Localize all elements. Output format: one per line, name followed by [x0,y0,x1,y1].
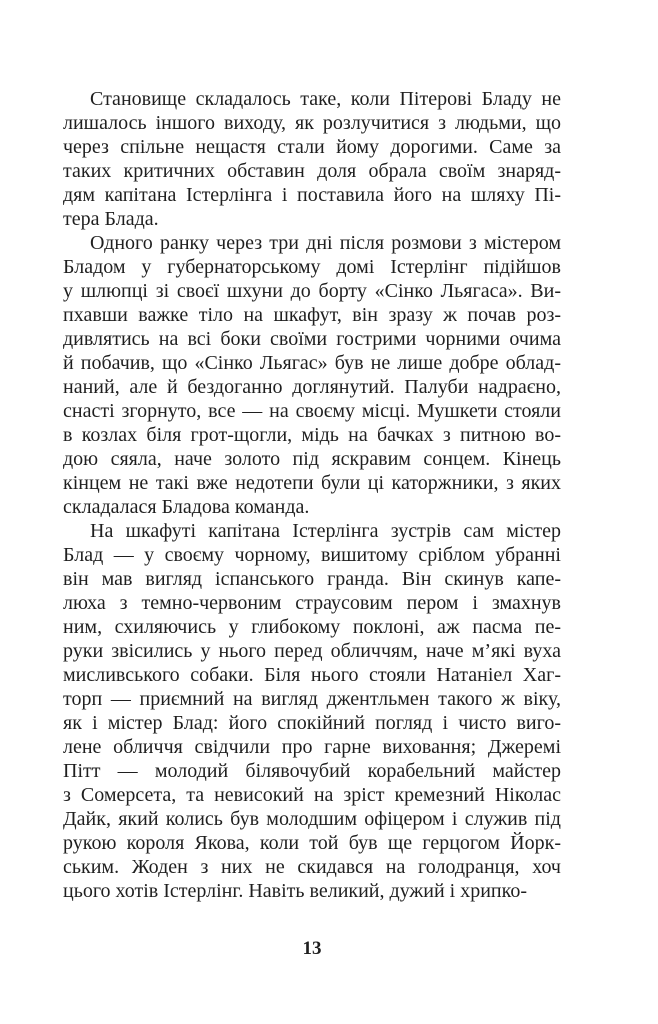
text-line: Дайк, який колись був молодшим офіцером і служив під [63,808,561,830]
text-line: снасті згорнуто, все — на своєму місці. Мушкети стояли [63,400,561,422]
text-line: ним, схиляючись у глибокому поклоні, аж пасма пе- [63,616,561,638]
text-line: у шлюпці зі своєї шхуни до борту «Сінко Льягаса». Ви- [63,280,561,302]
text-line: Одного ранку через три дні після розмови з містером [90,232,561,254]
paragraph [63,231,561,519]
text-line: пхавши важке тіло на шкафут, він зразу ж почав роз- [63,304,561,326]
text-line: Блад — у своєму чорному, вишитому сріблом убранні [63,544,561,566]
text-line: кінцем не такі вже недотепи були ці каторжники, з яких [63,472,561,494]
text-line: дям капітана Істерлінга і поставила його на шляху Пі- [63,184,561,206]
text-line: дивлятись на всі боки своїми гострими чорними очима [63,328,561,350]
text-line: в козлах біля грот-щогли, мідь на бачках з питною во- [63,424,561,446]
text-line: мисливського собаки. Біля нього стояли Натаніел Хаг- [63,664,561,686]
text-line: Становище складалось таке, коли Пітерові Бладу не [90,88,561,110]
text-line: Бладом у губернаторському домі Істерлінг підійшов [63,256,561,278]
text-line: через спільне нещастя стали йому дорогими. Саме за [63,136,561,158]
text-block [63,87,561,903]
text-line: лене обличчя свідчили про гарне виховання; Джеремі [63,736,561,758]
text-line: складалася Бладова команда. [63,496,310,518]
text-line: ським. Жоден з них не скидався на голодранця, хоч [63,856,561,878]
text-line: тера Блада. [63,208,159,230]
page-number: 13 [302,938,322,959]
text-line: він мав вигляд іспанського гранда. Він скинув капе- [63,568,561,590]
text-line: На шкафуті капітана Істерлінга зустрів сам містер [90,520,561,542]
text-line: таких критичних обставин доля обрала своїм знаряд- [63,160,561,182]
text-line: з Сомерсета, та невисокий на зріст кремезний Ніколас [63,784,561,806]
text-line: лишалось іншого виходу, як розлучитися з людьми, що [63,112,561,134]
text-line: й побачив, що «Сінко Льягас» був не лише добре облад- [63,352,561,374]
paragraph [63,519,561,903]
text-line: дою сяяла, наче золото під яскравим сонцем. Кінець [63,448,561,470]
text-line: руки звісились у нього перед обличчям, наче м’які вуха [63,640,561,662]
text-line: рукою короля Якова, коли той був ще герцогом Йорк- [63,832,561,854]
text-line: Пітт — молодий білявочубий корабельний майстер [63,760,561,782]
paragraph [63,87,561,231]
text-line: цього хотів Істерлінг. Навіть великий, дужий і хрипко- [63,880,527,902]
text-line: люха з темно-червоним страусовим пером і змахнув [63,592,561,614]
text-line: торп — приємний на вигляд джентльмен такого ж віку, [63,688,561,710]
text-line: наний, але й бездоганно доглянутий. Палуби надраєно, [63,376,561,398]
text-line: як і містер Блад: його спокійний погляд і чисто виго- [63,712,561,734]
